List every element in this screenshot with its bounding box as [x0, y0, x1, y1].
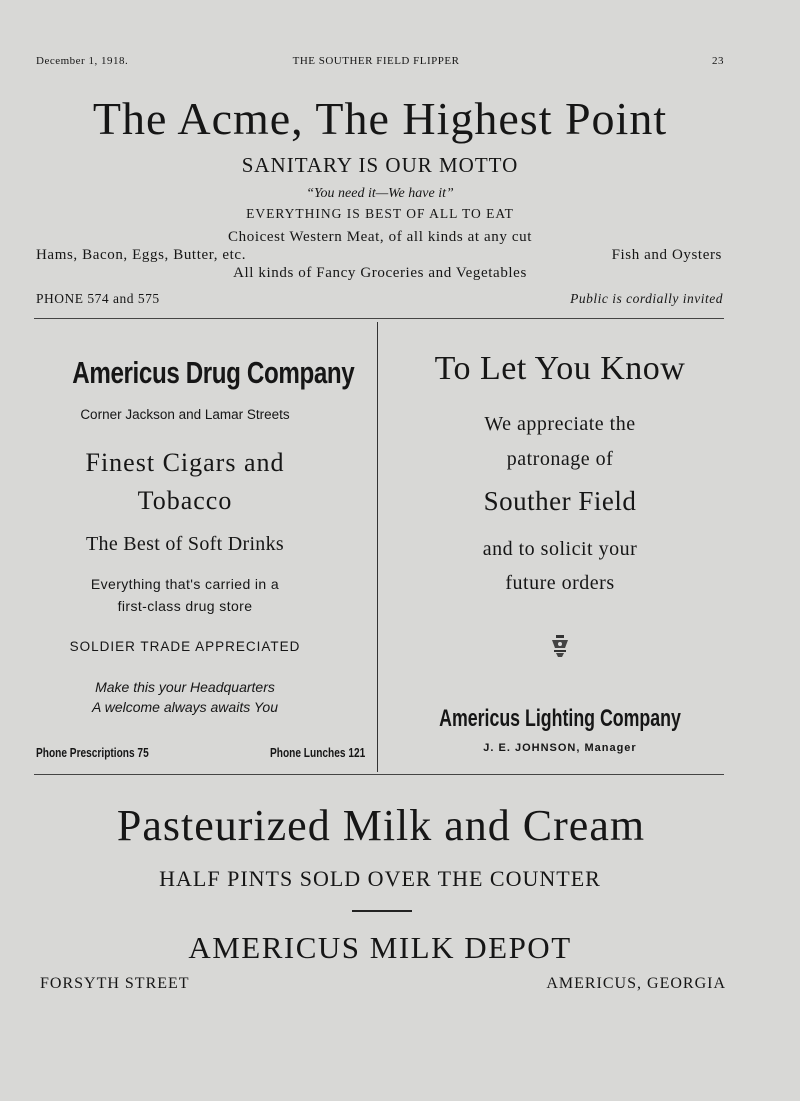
drug-everything-line1: Everything that's carried in a	[90, 576, 280, 592]
drug-cigars-line2: Tobacco	[137, 486, 233, 515]
drug-phone-lunches: Phone Lunches 121	[270, 745, 366, 760]
page-number: 23	[712, 55, 724, 67]
milk-headline: Pasteurized Milk and Cream	[116, 801, 646, 850]
issue-date: December 1, 1918.	[36, 55, 129, 67]
milk-city: AMERICUS, GEORGIA	[546, 975, 726, 992]
milk-depot-name: AMERICUS MILK DEPOT	[188, 930, 572, 965]
acme-groceries-line: All kinds of Fancy Groceries and Vegetables	[233, 265, 527, 281]
drug-everything-line2: first-class drug store	[117, 598, 253, 614]
drug-phone-prescriptions: Phone Prescriptions 75	[36, 745, 149, 760]
drug-soft-drinks: The Best of Soft Drinks	[86, 533, 284, 555]
lighting-headline: To Let You Know	[434, 350, 686, 387]
drug-headquarters-line2: A welcome always awaits You	[92, 699, 278, 715]
acme-phone: PHONE 574 and 575	[36, 291, 160, 306]
milk-street: FORSYTH STREET	[40, 975, 190, 992]
drug-soldier-trade: SOLDIER TRADE APPRECIATED	[69, 639, 301, 654]
acme-quote: “You need it—We have it”	[306, 186, 454, 201]
divider-top	[34, 318, 724, 319]
milk-short-rule	[352, 910, 412, 912]
lighting-company-name: Americus Lighting Company	[439, 705, 681, 732]
acme-meat-line: Choicest Western Meat, of all kinds at any cut	[228, 229, 532, 245]
acme-best-line: EVERYTHING IS BEST OF ALL TO EAT	[246, 206, 514, 221]
lighting-line2: patronage of	[506, 448, 614, 470]
lighting-line3: and to solicit your	[482, 538, 638, 560]
lighting-manager: J. E. JOHNSON, Manager	[483, 742, 637, 754]
acme-invite: Public is cordially invited	[570, 291, 723, 306]
drug-address: Corner Jackson and Lamar Streets	[80, 407, 290, 422]
acme-hams-line: Hams, Bacon, Eggs, Butter, etc.	[36, 247, 247, 263]
publication-title: THE SOUTHER FIELD FLIPPER	[292, 55, 460, 67]
drug-cigars-line1: Finest Cigars and	[85, 448, 285, 477]
column-divider	[377, 322, 378, 772]
acme-motto: SANITARY IS OUR MOTTO	[241, 153, 519, 177]
acme-fish-line: Fish and Oysters	[611, 247, 722, 263]
acme-headline: The Acme, The Highest Point	[92, 93, 668, 144]
lighting-souther-field: Souther Field	[483, 486, 637, 516]
lighting-line4: future orders	[505, 572, 615, 594]
drug-company-name: Americus Drug Company	[72, 355, 355, 390]
drug-headquarters-line1: Make this your Headquarters	[95, 679, 275, 695]
milk-half-pints: HALF PINTS SOLD OVER THE COUNTER	[159, 866, 601, 891]
lighting-line1: We appreciate the	[484, 413, 636, 435]
divider-bottom	[34, 774, 724, 775]
lamp-ornament-icon	[548, 634, 572, 658]
